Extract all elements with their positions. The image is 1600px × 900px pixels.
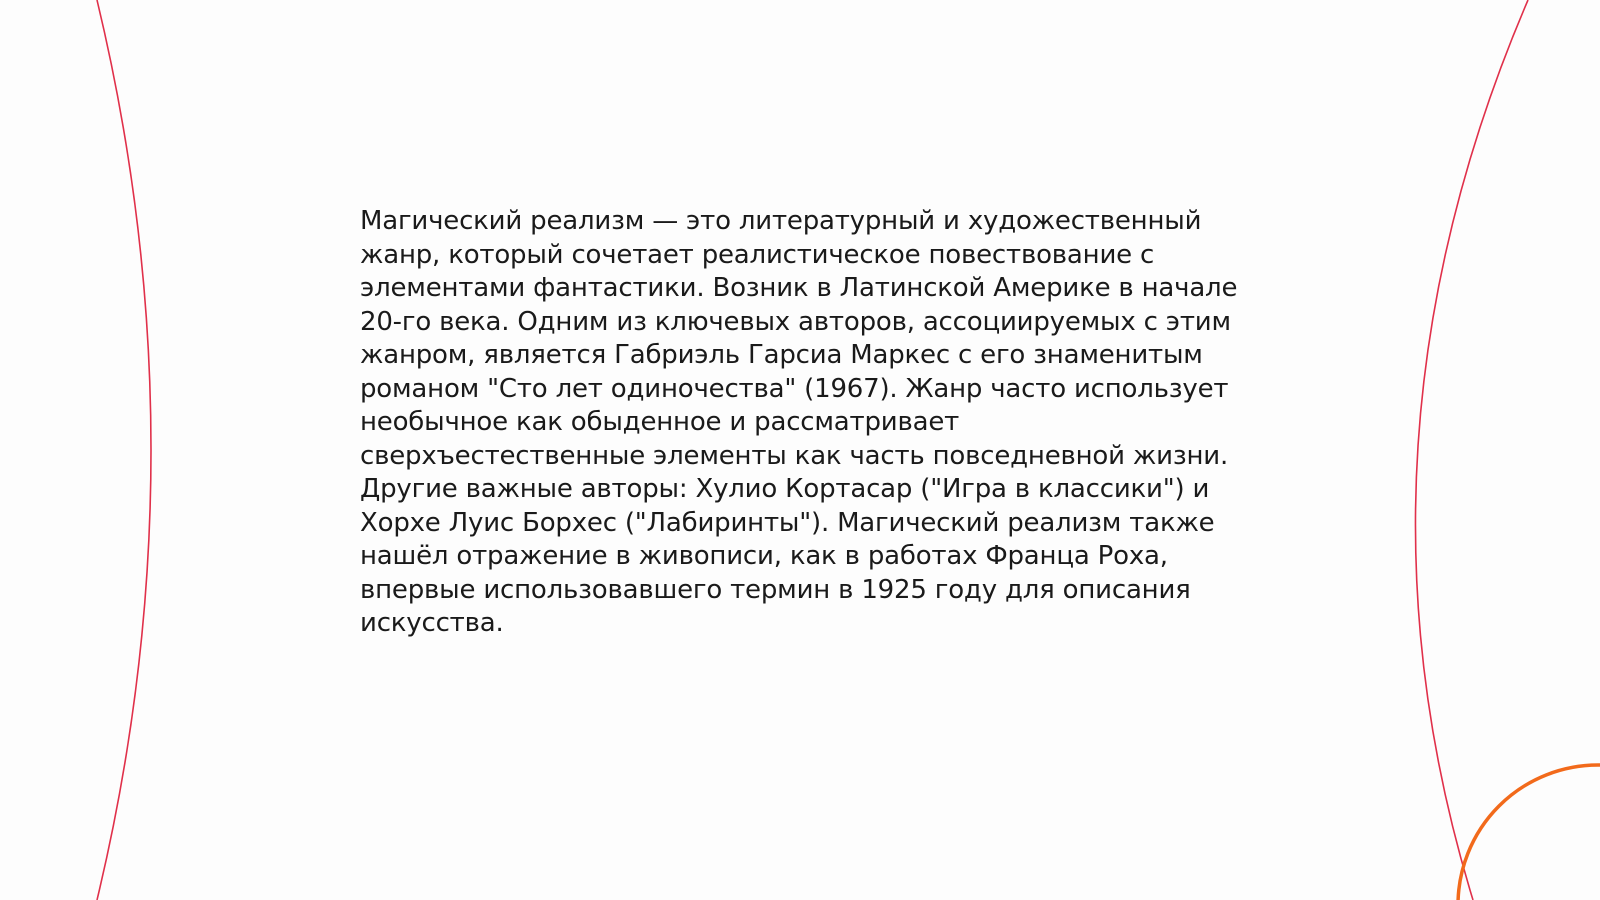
right-arc-line (1415, 0, 1528, 900)
body-text: Магический реализм — это литературный и художественный жанр, который сочетает реалистическое повествование с элементами фантастики. Возник в Латинской Америке в начале 20-го века. Одним из ключевых авторов, ассоциируемых с этим жанром, является Габриэль Гарсиа Маркес с его знаменитым романом "Сто лет одиночества" (1967). Жанр часто использует необычное как обыденное и рассматривает сверхъестественные элементы как часть повседневной жизни. Другие важные авторы: Хулио Кортасар ("Игра в классики") и Хорхе Луис Борхес ("Лабиринты"). Магический реализм также нашёл отражение в живописи, как в работах Франца Роха, впервые использовавшего термин в 1925 году для описания искусства. (360, 206, 1238, 638)
orange-circle-outline (1458, 765, 1600, 900)
left-arc-line (97, 0, 151, 900)
